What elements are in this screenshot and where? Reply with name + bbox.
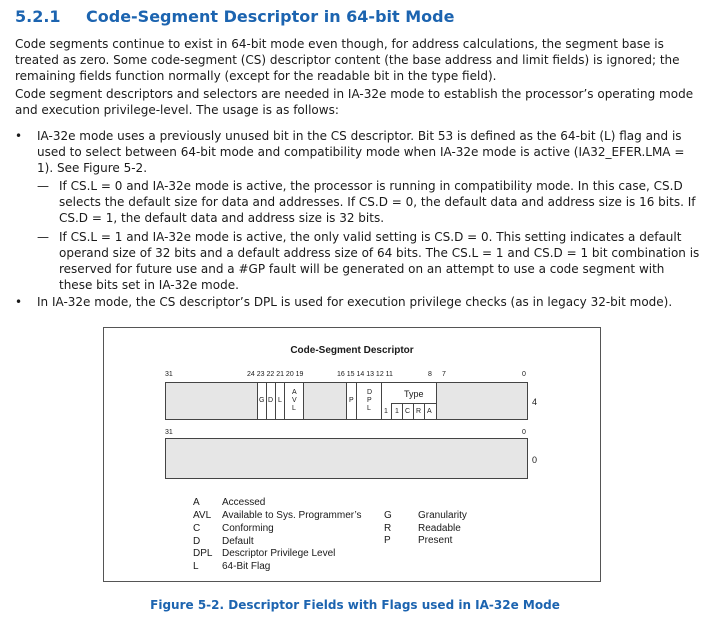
type-divider [413, 403, 414, 419]
subitem-text: If CS.L = 1 and IA-32e mode is active, the only valid setting is CS.D = 0. This setting indicates a default operand size of 32 bits and a default address size of 64 bits. The CS.L = 1 and CS.D = 1 bit combination is reserved for future use and a #GP fault will be generated on an attempt to use a code segment with these bits set in IA-32e mode. [59, 230, 700, 292]
field-d-label: D [268, 397, 274, 404]
legend-desc: Readable [418, 523, 461, 534]
legend-desc: Accessed [222, 497, 266, 508]
section-number: 5.2.1 [15, 7, 61, 26]
bit-label-31: 31 [165, 371, 173, 378]
type-divider [424, 403, 425, 419]
field-type-label: Type [404, 389, 424, 399]
field-dpl-label-d: D [367, 389, 373, 396]
legend-desc: Default [222, 536, 254, 547]
bit-label-31: 31 [165, 429, 173, 436]
field-type-c: C [405, 408, 411, 415]
field-type-1: 1 [395, 408, 399, 415]
legend-abbr: L [193, 561, 199, 572]
legend-abbr: R [384, 523, 392, 534]
field-type-a: A [427, 408, 432, 415]
legend-abbr: DPL [193, 548, 213, 559]
offset-0: 0 [532, 455, 538, 465]
field-s-label: 1 [384, 408, 388, 415]
bit-label-group: 16 15 14 13 12 11 [337, 371, 393, 378]
legend-desc: Conforming [222, 523, 274, 534]
bit-label-7: 7 [442, 371, 446, 378]
dash-marker: — [37, 179, 49, 193]
bit-label-0: 0 [522, 371, 526, 378]
dash-marker: — [37, 230, 49, 244]
field-dpl-label-l: L [367, 405, 371, 412]
bullet-marker: • [15, 129, 23, 143]
type-divider [391, 403, 437, 404]
field-l-label: L [278, 397, 282, 404]
figure-caption: Figure 5-2. Descriptor Fields with Flags used in IA-32e Mode [150, 598, 560, 612]
field-dpl-label-p: P [367, 397, 372, 404]
figure-title: Code-Segment Descriptor [290, 345, 414, 356]
legend-desc: Granularity [418, 510, 467, 521]
offset-4: 4 [532, 397, 538, 407]
lower-register [165, 438, 528, 479]
paragraph-usage: Code segment descriptors and selectors are needed in IA-32e mode to establish the processor’s operating mode and execution privilege-level. The usage is as follows: [15, 87, 694, 117]
bullet-marker: • [15, 295, 23, 309]
field-type-r: R [416, 408, 422, 415]
legend-desc: Available to Sys. Programmer’s [222, 510, 362, 521]
field-avl-label-l: L [292, 405, 296, 412]
bit-label-0: 0 [522, 429, 526, 436]
paragraph-intro: Code segments continue to exist in 64-bit mode even though, for address calculations, the segment base is treated as zero. Some code-segment (CS) descriptor content (the base address and limit fields) is ignored; the remaining fields function normally (except for the readable bit in the type field). [15, 37, 680, 83]
field-avl-label-a: A [292, 389, 297, 396]
bit-label-8: 8 [428, 371, 432, 378]
bullet-text: IA-32e mode uses a previously unused bit in the CS descriptor. Bit 53 is defined as the 64-bit (L) flag and is used to select between 64-bit mode and compatibility mode when IA-32e mode is active (IA32_EFER.LMA = 1). See Figure 5-2. [37, 129, 685, 175]
legend-abbr: AVL [193, 510, 212, 521]
legend-desc: 64-Bit Flag [222, 561, 271, 572]
bullet-text: In IA-32e mode, the CS descriptor’s DPL is used for execution privilege checks (as in legacy 32-bit mode). [37, 295, 673, 309]
legend-abbr: P [384, 535, 391, 546]
legend-abbr: D [193, 536, 201, 547]
legend-abbr: G [384, 510, 392, 521]
section-title: Code-Segment Descriptor in 64-bit Mode [86, 7, 455, 26]
bit-label-group: 24 23 22 21 20 19 [247, 371, 304, 378]
field-g-label: G [259, 397, 265, 404]
type-divider [402, 403, 403, 419]
subitem-text: If CS.L = 0 and IA-32e mode is active, the processor is running in compatibility mode. In this case, CS.D selects the default size for data and addresses. If CS.D = 0, the default data and address size is 16 bits. If CS.D = 1, the default data and address size is 32 bits. [59, 179, 696, 225]
field-p-label: P [349, 397, 354, 404]
type-divider [391, 403, 392, 419]
legend-desc: Present [418, 535, 453, 546]
legend-abbr: A [193, 497, 200, 508]
legend-desc: Descriptor Privilege Level [222, 548, 336, 559]
field-avl-label-v: V [292, 397, 297, 404]
legend-abbr: C [193, 523, 201, 534]
